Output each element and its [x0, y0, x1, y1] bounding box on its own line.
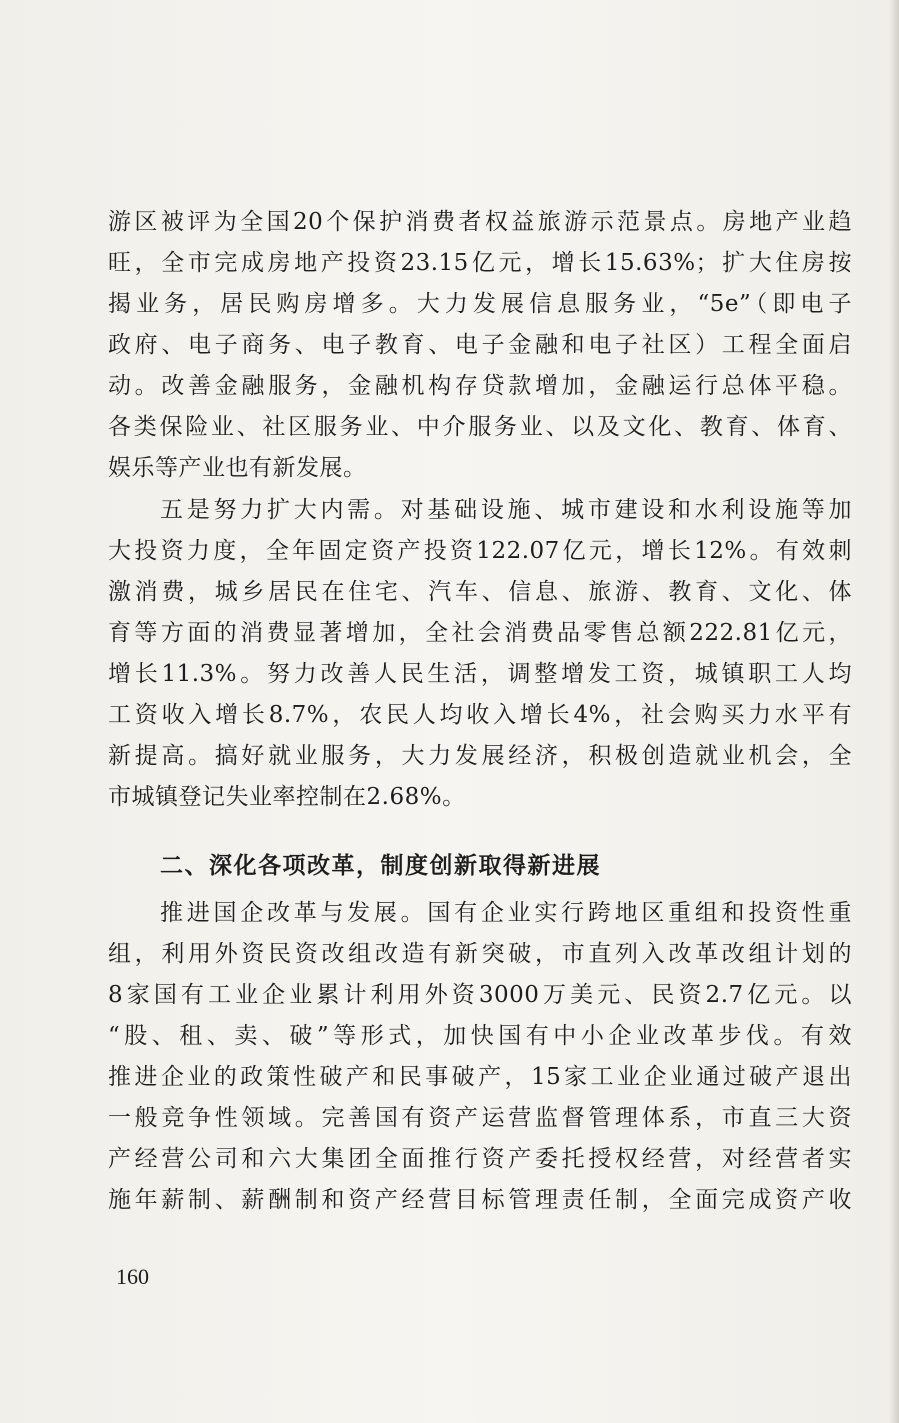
- text-line: 育等方面的消费显著增加，全社会消费品零售总额222.81亿元，: [108, 620, 852, 646]
- text-line: 8家国有工业企业累计利用外资3000万美元、民资2.7亿元。以: [108, 982, 852, 1008]
- paragraph-domestic-demand: [108, 490, 852, 818]
- text-line: 娱乐等产业也有新发展。: [108, 455, 367, 481]
- text-line: 一般竞争性领域。完善国有资产运营监督管理体系，市直三大资: [108, 1105, 852, 1131]
- text-line: 揭业务，居民购房增多。大力发展信息服务业，“5e”（即电子: [108, 291, 852, 317]
- text-line: 游区被评为全国20个保护消费者权益旅游示范景点。房地产业趋: [108, 209, 852, 235]
- text-line: 组，利用外资民资改组改造有新突破，市直列入改革改组计划的: [108, 941, 852, 967]
- text-line: 增长11.3%。努力改善人民生活，调整增发工资，城镇职工人均: [108, 661, 852, 687]
- text-line: 大投资力度，全年固定资产投资122.07亿元，增长12%。有效刺: [108, 538, 852, 564]
- text-line: 推进国企改革与发展。国有企业实行跨地区重组和投资性重: [160, 900, 852, 926]
- text-line: 动。改善金融服务，金融机构存贷款增加，金融运行总体平稳。: [108, 373, 852, 399]
- text-line: 推进企业的政策性破产和民事破产，15家工业企业通过破产退出: [108, 1064, 852, 1090]
- text-line: 产经营公司和六大集团全面推行资产委托授权经营，对经营者实: [108, 1146, 852, 1172]
- text-line: 五是努力扩大内需。对基础设施、城市建设和水利设施等加: [160, 497, 852, 523]
- text-line: 市城镇登记失业率控制在2.68%。: [108, 784, 466, 810]
- text-line: 新提高。搞好就业服务，大力发展经济，积极创造就业机会，全: [108, 743, 852, 769]
- paragraph-soe-reform: [108, 893, 852, 1221]
- text-line: 激消费，城乡居民在住宅、汽车、信息、旅游、教育、文化、体: [108, 579, 852, 605]
- text-line: 各类保险业、社区服务业、中介服务业、以及文化、教育、体育、: [108, 414, 852, 440]
- text-line: 工资收入增长8.7%，农民人均收入增长4%，社会购买力水平有: [108, 702, 852, 728]
- text-line: 政府、电子商务、电子教育、电子金融和电子社区）工程全面启: [108, 332, 852, 358]
- text-line: 旺，全市完成房地产投资23.15亿元，增长15.63%；扩大住房按: [108, 250, 852, 276]
- page-number: 160: [116, 1264, 149, 1289]
- page-edge-shadow: [889, 0, 899, 1423]
- text-line: 施年薪制、薪酬制和资产经营目标管理责任制，全面完成资产收: [108, 1187, 852, 1213]
- paragraph-tourism-realestate: [108, 202, 852, 489]
- text-line: “股、租、卖、破”等形式，加快国有中小企业改革步伐。有效: [108, 1023, 852, 1049]
- section-heading: 二、深化各项改革，制度创新取得新进展: [160, 853, 601, 879]
